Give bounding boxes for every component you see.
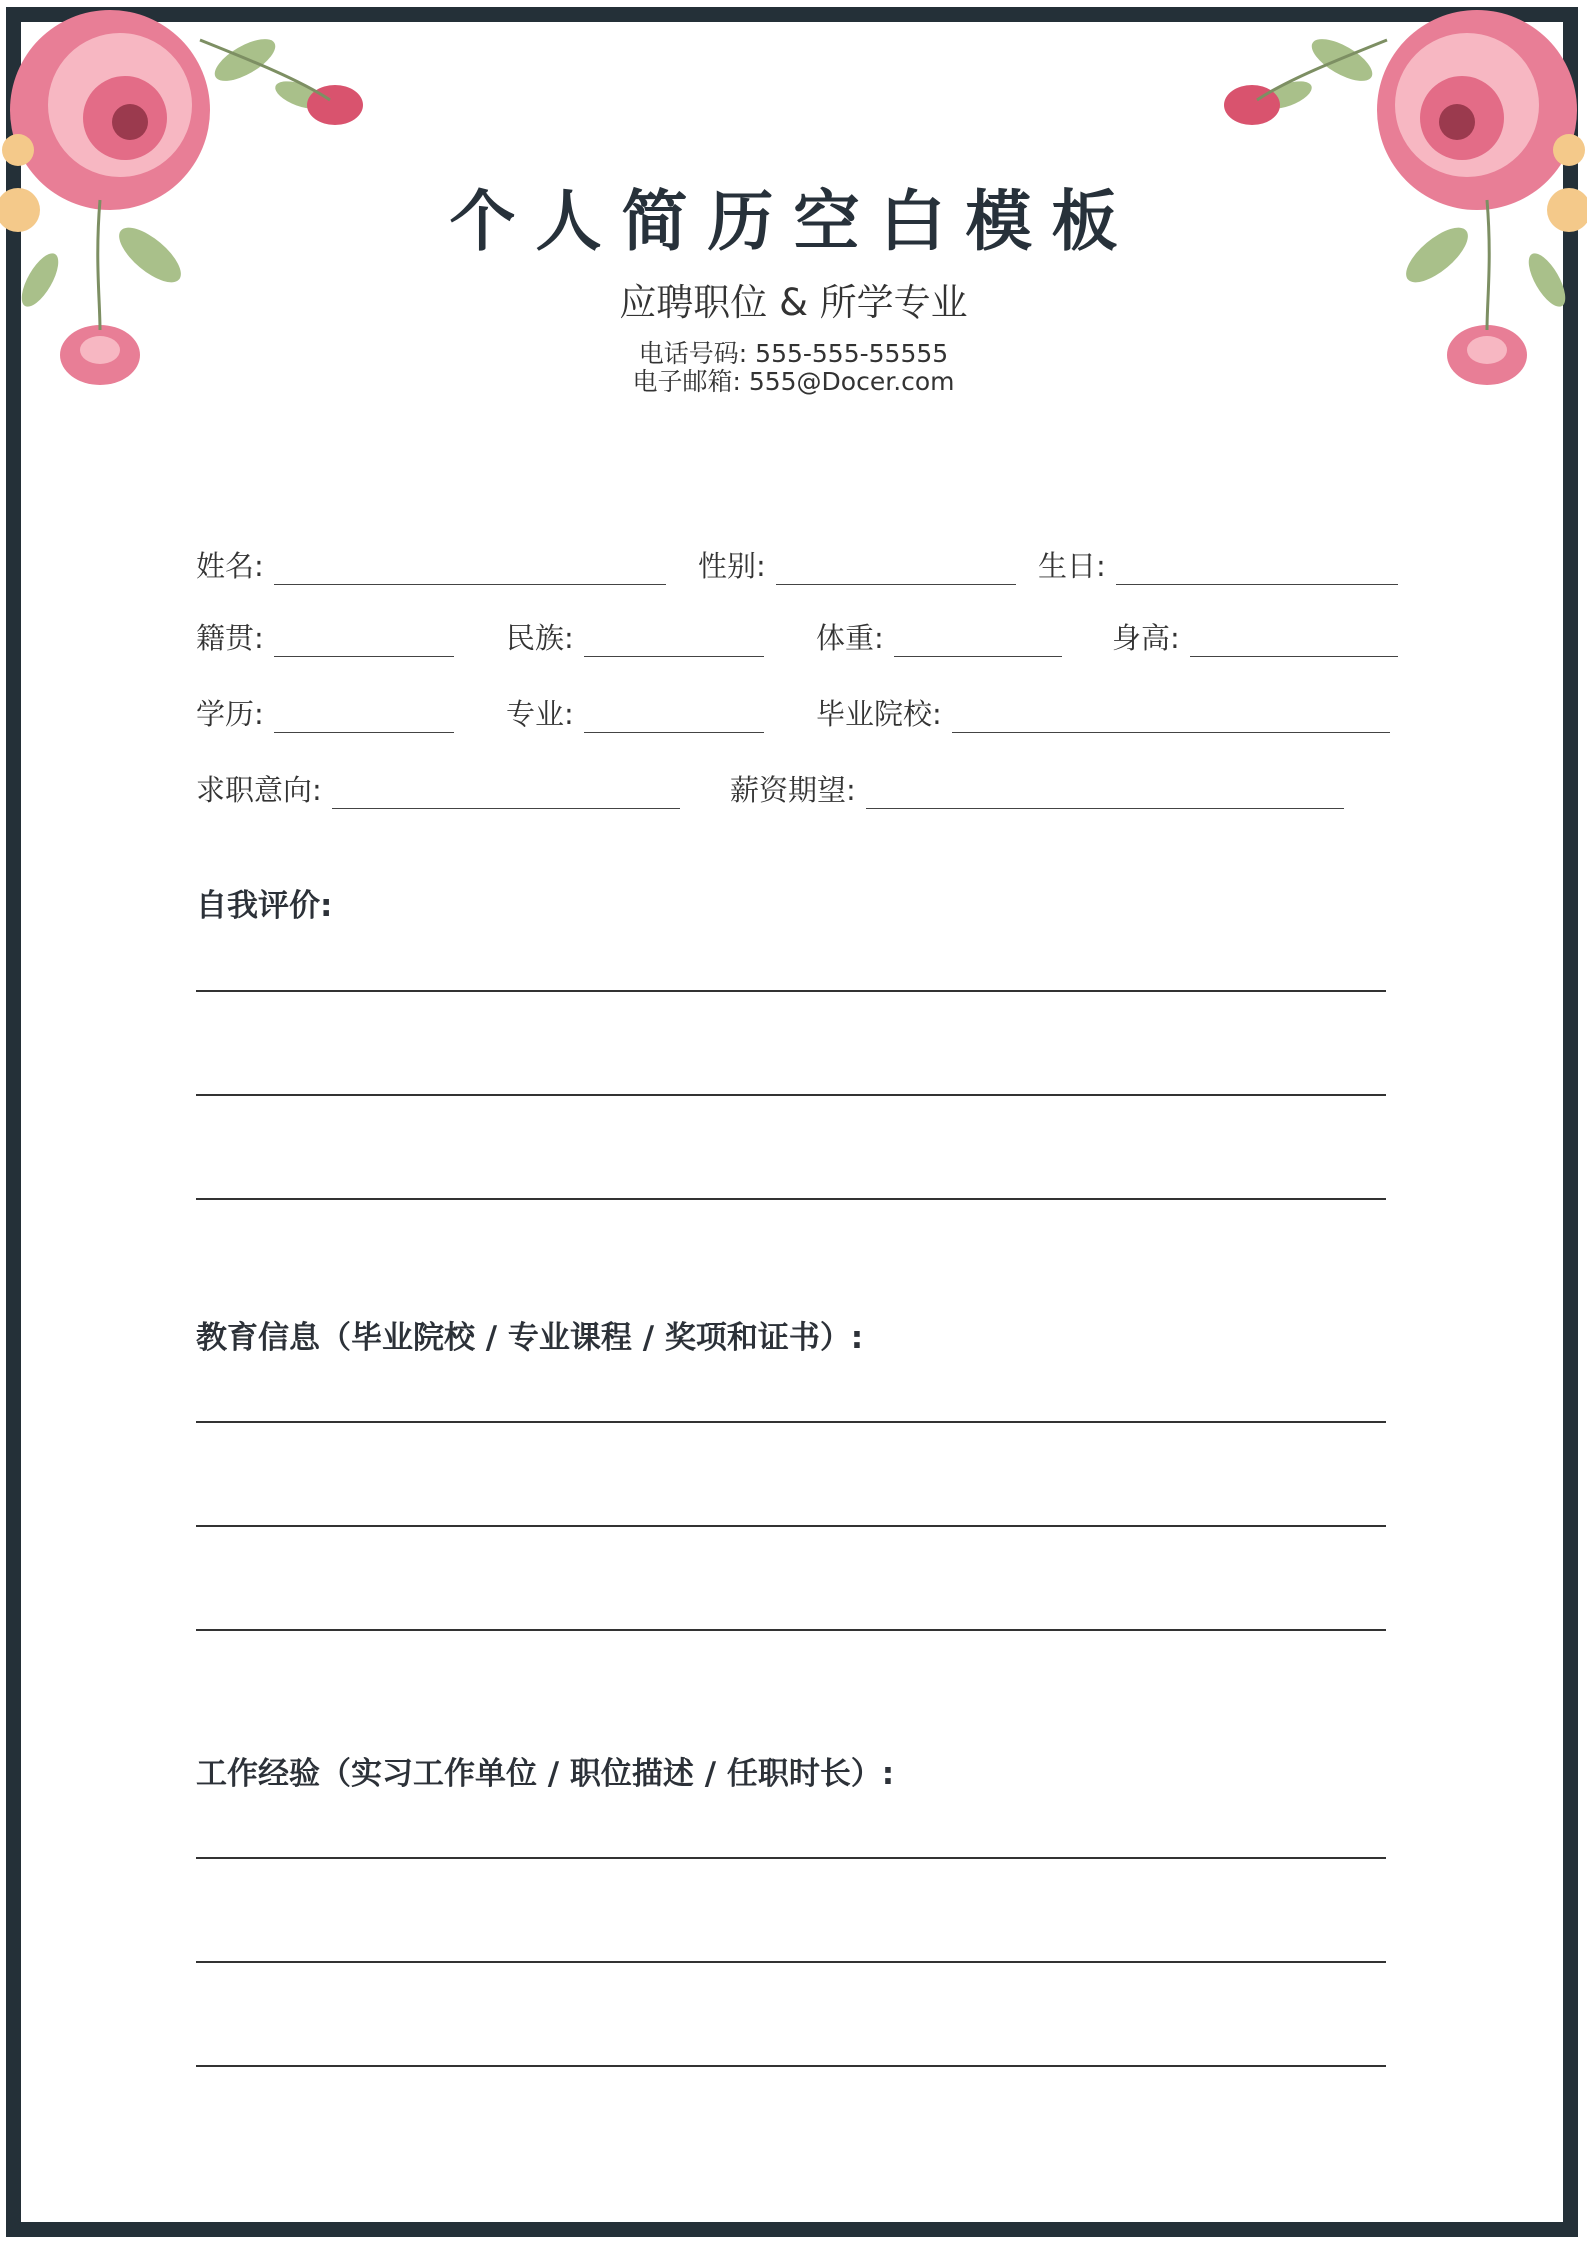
major-label: 专业: — [506, 697, 574, 731]
self-eval-heading: 自我评价: — [196, 888, 333, 924]
intention-field — [196, 768, 680, 809]
self-eval-line-1[interactable] — [196, 990, 1386, 992]
education-field — [196, 692, 454, 733]
work-line-1[interactable] — [196, 1857, 1386, 1859]
ethnicity-label: 民族: — [506, 621, 574, 655]
school-label: 毕业院校: — [816, 697, 942, 731]
self-eval-line-3[interactable] — [196, 1198, 1386, 1200]
native-label: 籍贯: — [196, 621, 264, 655]
subtitle: 应聘职位 & 所学专业 — [619, 281, 968, 324]
education-input-line[interactable] — [274, 702, 454, 733]
weight-field — [816, 616, 1062, 657]
self-eval-line-2[interactable] — [196, 1094, 1386, 1096]
school-input-line[interactable] — [952, 702, 1390, 733]
salary-label: 薪资期望: — [730, 773, 856, 807]
birthday-input-line[interactable] — [1116, 554, 1398, 585]
major-input-line[interactable] — [584, 702, 764, 733]
intention-input-line[interactable] — [332, 778, 680, 809]
work-line-3[interactable] — [196, 2065, 1386, 2067]
birthday-field — [1038, 544, 1398, 585]
native-input-line[interactable] — [274, 626, 454, 657]
work-heading: 工作经验（实习工作单位 / 职位描述 / 任职时长）: — [196, 1756, 895, 1792]
ethnicity-input-line[interactable] — [584, 626, 764, 657]
work-line-2[interactable] — [196, 1961, 1386, 1963]
education-line-1[interactable] — [196, 1421, 1386, 1423]
education-label: 学历: — [196, 697, 264, 731]
gender-input-line[interactable] — [776, 554, 1016, 585]
contact-info — [0, 340, 1587, 396]
education-heading: 教育信息（毕业院校 / 专业课程 / 奖项和证书）: — [196, 1320, 864, 1356]
weight-label: 体重: — [816, 621, 884, 655]
weight-input-line[interactable] — [894, 626, 1062, 657]
height-field — [1112, 616, 1398, 657]
gender-label: 性别: — [698, 549, 766, 583]
gender-field — [698, 544, 1016, 585]
major-field — [506, 692, 764, 733]
salary-input-line[interactable] — [866, 778, 1344, 809]
ethnicity-field — [506, 616, 764, 657]
name-label: 姓名: — [196, 549, 264, 583]
phone-text: 电话号码: 555-555-55555 — [638, 339, 949, 368]
intention-label: 求职意向: — [196, 773, 322, 807]
education-line-2[interactable] — [196, 1525, 1386, 1527]
salary-field — [730, 768, 1344, 809]
height-input-line[interactable] — [1190, 626, 1398, 657]
name-field — [196, 544, 666, 585]
height-label: 身高: — [1112, 621, 1180, 655]
birthday-label: 生日: — [1038, 549, 1106, 583]
name-input-line[interactable] — [274, 554, 666, 585]
education-line-3[interactable] — [196, 1629, 1386, 1631]
page-title: 个人简历空白模板 — [449, 183, 1138, 260]
school-field — [816, 692, 1390, 733]
native-field — [196, 616, 454, 657]
email-text: 电子邮箱: 555@Docer.com — [632, 367, 955, 396]
